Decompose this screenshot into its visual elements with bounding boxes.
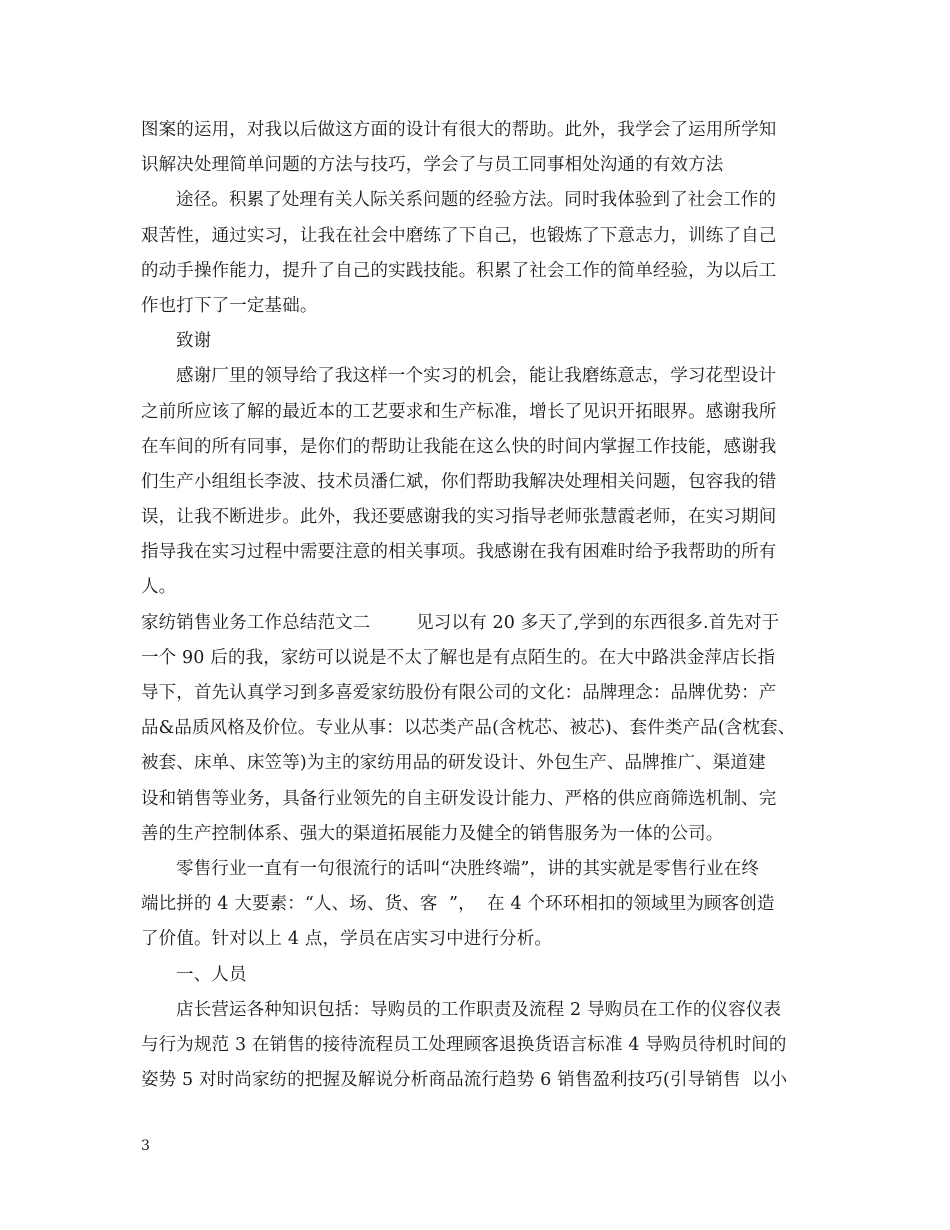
text-line: 一个 90 后的我，家纺可以说是不太了解也是有点陌生的。在大中路洪金萍店长指: [141, 647, 776, 668]
document-body: [141, 113, 831, 1098]
text-line: 指导我在实习过程中需要注意的相关事项。我感谢在我有困难时给予我帮助的所有: [141, 542, 777, 563]
text-line: 零售行业一直有一句很流行的话叫“决胜终端”，讲的其实就是零售行业在终: [176, 858, 759, 879]
text-line: 识解决处理简单问题的方法与技巧，学会了与员工同事相处沟通的有效方法: [141, 155, 724, 176]
text-line: 了价值。针对以上 4 点，学员在店实习中进行分析。: [141, 929, 553, 950]
text-line: 导下，首先认真学习到多喜爱家纺股份有限公司的文化：品牌理念：品牌优势：产: [141, 683, 777, 703]
document-title-line: 家纺销售业务工作总结范文二 见习以有 20 多天了,学到的东西很多.首先对于: [141, 612, 780, 633]
text-line: 与行为规范 3 在销售的接待流程员工处理顾客退换货语言标准 4 导购员待机时间的: [141, 1034, 787, 1055]
text-line: 善的生产控制体系、强大的渠道拓展能力及健全的销售服务为一体的公司。: [141, 823, 724, 844]
text-line: 们生产小组组长李波、技术员潘仁斌，你们帮助我解决处理相关问题，包容我的错: [141, 471, 777, 492]
text-line: 的动手操作能力，提升了自己的实践技能。积累了社会工作的简单经验，为以后工: [141, 260, 777, 281]
text-line: 图案的运用，对我以后做这方面的设计有很大的帮助。此外，我学会了运用所学知: [141, 120, 777, 140]
section-heading-personnel: 一、人员: [176, 964, 247, 985]
text-line: 途径。积累了处理有关人际关系问题的经验方法。同时我体验到了社会工作的: [176, 190, 777, 211]
text-line: 之前所应该了解的最近本的工艺要求和生产标准，增长了见识开拓眼界。感谢我所: [141, 401, 777, 422]
section-heading-acknowledgement: 致谢: [176, 331, 212, 352]
text-line: 人。: [141, 577, 177, 598]
text-line: 姿势 5 对时尚家纺的把握及解说分析商品流行趋势 6 销售盈利技巧(引导销售 以小: [141, 1070, 788, 1091]
text-line: 作也打下了一定基础。: [141, 295, 318, 316]
text-line: 在车间的所有同事，是你们的帮助让我能在这么快的时间内掌握工作技能，感谢我: [141, 436, 777, 457]
page-number: 3: [141, 1138, 150, 1154]
text-line: 感谢厂里的领导给了我这样一个实习的机会，能让我磨练意志，学习花型设计: [176, 366, 777, 387]
text-line: 端比拼的 4 大要素：“人、场、货、客 ”， 在 4 个环环相扣的领域里为顾客创造: [141, 894, 775, 915]
text-line: 设和销售等业务，具备行业领先的自主研发设计能力、严格的供应商筛选机制、完: [141, 788, 777, 809]
text-line: 被套、床单、床笠等)为主的家纺用品的研发设计、外包生产、品牌推广、渠道建: [141, 753, 766, 774]
text-line: 误，让我不断进步。此外，我还要感谢我的实习指导老师张慧霞老师，在实习期间: [141, 507, 777, 528]
text-line: 艰苦性，通过实习，让我在社会中磨练了下自己，也锻炼了下意志力，训练了自己: [141, 225, 777, 246]
text-line: 店长营运各种知识包括：导购员的工作职责及流程 2 导购员在工作的仪容仪表: [176, 999, 782, 1020]
text-line: 品&品质风格及价位。专业从事：以芯类产品(含枕芯、被芯)、套件类产品(含枕套、: [141, 718, 796, 739]
